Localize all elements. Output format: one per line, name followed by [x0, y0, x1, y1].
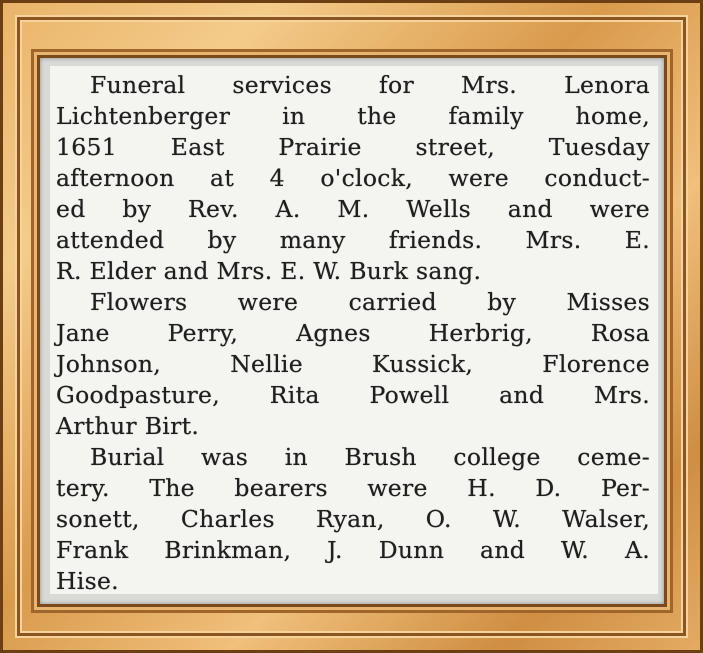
article-line: R. Elder and Mrs. E. W. Burk sang. [56, 257, 482, 285]
article-line: Burial was in Brush college ceme- [90, 443, 650, 471]
article-line: Johnson, Nellie Kussick, Florence [56, 350, 650, 378]
article-line: Funeral services for Mrs. Lenora [90, 71, 650, 99]
article-line: Frank Brinkman, J. Dunn and W. A. [56, 536, 650, 564]
article-line: Lichtenberger in the family home, [56, 102, 650, 130]
article-line: sonett, Charles Ryan, O. W. Walser, [56, 505, 650, 533]
article-line: Goodpasture, Rita Powell and Mrs. [56, 381, 650, 409]
article-line: 1651 East Prairie street, Tuesday [56, 133, 650, 161]
article-line: Hise. [56, 567, 119, 594]
article-line: ed by Rev. A. M. Wells and were [56, 195, 650, 223]
article-line: Flowers were carried by Misses [90, 288, 650, 316]
article-line: tery. The bearers were H. D. Per- [56, 474, 650, 502]
article-line: Jane Perry, Agnes Herbrig, Rosa [56, 319, 650, 347]
article-line: attended by many friends. Mrs. E. [56, 226, 650, 254]
article-line: afternoon at 4 o'clock, were conduct- [56, 164, 650, 192]
newspaper-clipping [50, 66, 658, 594]
article-line: Arthur Birt. [56, 412, 200, 440]
